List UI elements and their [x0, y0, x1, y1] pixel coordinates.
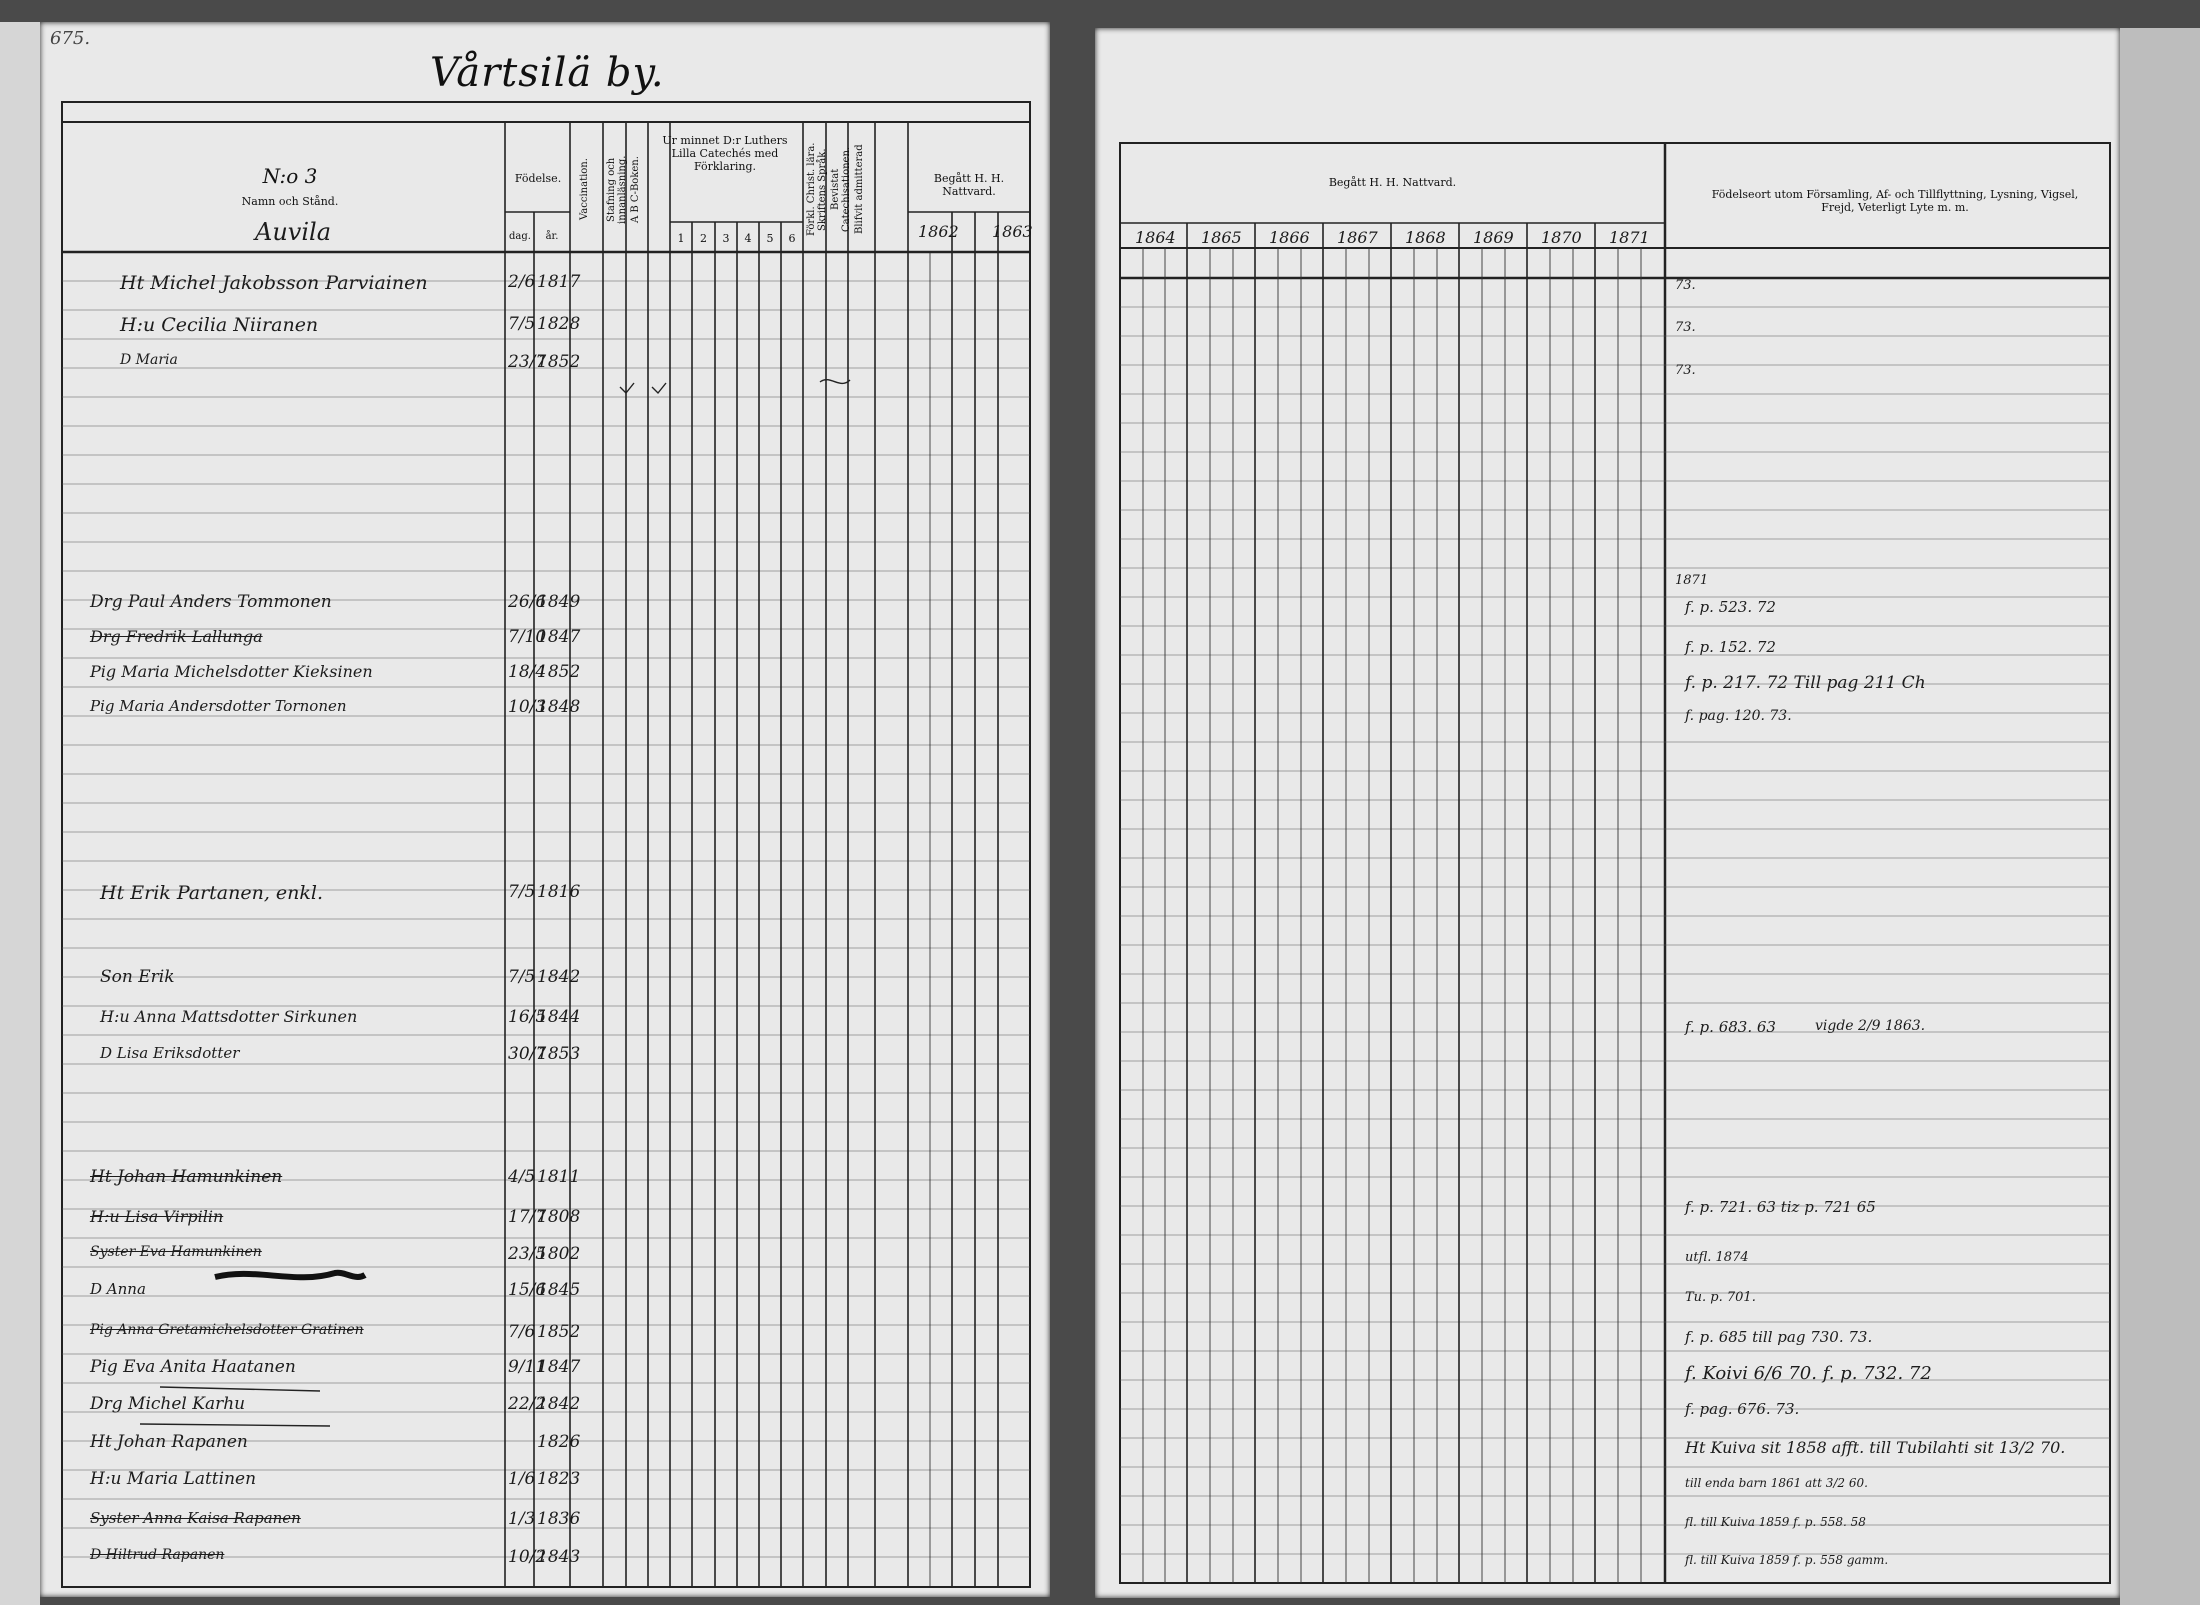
entry-birth-day: 4/5 [508, 1167, 536, 1187]
entry-name: Ht Erik Partanen, enkl. [100, 882, 324, 904]
entry-birth-day: 18/4 [508, 662, 547, 682]
entry-birth-year: 1843 [537, 1547, 581, 1567]
remark-note: Tu. p. 701. [1685, 1290, 1756, 1305]
entry-birth-year: 1842 [537, 1394, 581, 1414]
entry-name: Syster Eva Hamunkinen [90, 1244, 262, 1260]
remark-note: f. p. 523. 72 [1685, 598, 1776, 616]
entry-birth-year: 1848 [537, 697, 581, 717]
entry-birth-day: 7/6 [508, 1322, 536, 1342]
right-page [1095, 28, 2120, 1598]
remark-note: 73. [1675, 363, 1696, 378]
remark-note: utfl. 1874 [1685, 1250, 1749, 1265]
entry-birth-day: 17/7 [508, 1207, 547, 1227]
entry-name: D Hiltrud Rapanen [90, 1547, 225, 1563]
birth-day-header: dag. [509, 231, 531, 242]
entry-birth-day: 30/7 [508, 1044, 547, 1064]
year-1870: 1870 [1541, 228, 1582, 247]
entry-name: H:u Lisa Virpilin [90, 1207, 224, 1226]
left-book-edge [0, 22, 40, 1605]
entry-name: Pig Eva Anita Haatanen [90, 1357, 296, 1377]
entry-birth-year: 1836 [537, 1509, 581, 1529]
household-name: Auvila [255, 218, 332, 246]
entry-birth-year: 1808 [537, 1207, 581, 1227]
year-1867: 1867 [1337, 228, 1378, 247]
entry-birth-year: 1849 [537, 592, 581, 612]
entry-name: D Anna [90, 1280, 146, 1298]
folio-number: 675. [50, 28, 91, 49]
entry-name: H:u Cecilia Niiranen [120, 314, 319, 336]
remark-note: 1871 [1675, 573, 1709, 588]
remark-note: f. p. 685 till pag 730. 73. [1685, 1328, 1873, 1346]
year-1865: 1865 [1201, 228, 1242, 247]
left-page [40, 22, 1050, 1597]
entry-birth-day: 1/3 [508, 1509, 536, 1529]
right-book-edge [2120, 28, 2200, 1605]
entry-birth-year: 1823 [537, 1469, 581, 1489]
remark-note: Ht Kuiva sit 1858 afft. till Tubilahti sit 13/2 70. [1685, 1438, 2066, 1457]
catechism-part-6: 6 [788, 232, 796, 245]
entry-name: D Lisa Eriksdotter [100, 1044, 240, 1062]
year-1866: 1866 [1269, 228, 1310, 247]
right-page-rules [1095, 28, 2120, 1598]
entry-birth-day: 10/3 [508, 697, 547, 717]
entry-birth-year: 1847 [537, 1357, 581, 1377]
entry-birth-year: 1845 [537, 1280, 581, 1300]
entry-name: Pig Maria Michelsdotter Kieksinen [90, 662, 373, 681]
entry-birth-year: 1802 [537, 1244, 581, 1264]
entry-birth-day: 16/5 [508, 1007, 547, 1027]
catechism-part-4: 4 [744, 232, 752, 245]
entry-name: Drg Paul Anders Tommonen [90, 592, 332, 612]
remark-note: 73. [1675, 278, 1696, 293]
remarks-header: Födelseort utom Församling, Af- och Tillflyttning, Lysning, Vigsel, Frejd, Veterligt Lyte m. m. [1711, 188, 2079, 214]
remark-note: f. Koivi 6/6 70. f. p. 732. 72 [1685, 1363, 1932, 1384]
entry-name: Ht Michel Jakobsson Parviainen [120, 272, 428, 294]
entry-birth-day: 23/7 [508, 352, 547, 372]
entry-birth-year: 1852 [537, 662, 581, 682]
entry-name: Ht Johan Rapanen [90, 1432, 248, 1452]
admitted-header: Blifvit admitterad [854, 144, 865, 235]
remark-note: 73. [1675, 320, 1696, 335]
abc-book-header: A B C-Boken. [630, 156, 641, 223]
remark-note: f. pag. 120. 73. [1685, 708, 1792, 724]
entry-name: D Maria [120, 352, 178, 368]
communion-header-right: Begått H. H. Nattvard. [1328, 176, 1457, 189]
entry-birth-year: 1852 [537, 352, 581, 372]
birth-year-header: år. [545, 231, 559, 242]
entry-birth-day: 7/5 [508, 967, 536, 987]
village-title: Vårtsilä by. [430, 50, 665, 96]
entry-birth-day: 26/6 [508, 592, 547, 612]
entry-birth-day: 15/6 [508, 1280, 547, 1300]
year-1863: 1863 [992, 222, 1033, 241]
remark-note: f. pag. 676. 73. [1685, 1400, 1800, 1418]
entry-birth-year: 1816 [537, 882, 581, 902]
entry-birth-year: 1853 [537, 1044, 581, 1064]
year-1869: 1869 [1473, 228, 1514, 247]
remark-note: f. p. 683. 63 [1685, 1018, 1776, 1036]
entry-name: Syster Anna Kaisa Rapanen [90, 1509, 301, 1527]
entry-name: Ht Johan Hamunkinen [90, 1167, 283, 1187]
scripture-header: Förkl. Christ. lära. Skriftens Språk. [806, 142, 828, 237]
entry-birth-day: 10/2 [508, 1547, 547, 1567]
entry-birth-year: 1826 [537, 1432, 581, 1452]
confirmation-header: Bevistat Catechisationen. [830, 146, 852, 233]
entry-name: Pig Maria Andersdotter Tornonen [90, 697, 347, 715]
remark-note: f. p. 721. 63 tiz p. 721 65 [1685, 1198, 1876, 1216]
year-1864: 1864 [1135, 228, 1176, 247]
entry-birth-day: 7/10 [508, 627, 547, 647]
entry-birth-year: 1847 [537, 627, 581, 647]
catechism-part-3: 3 [722, 232, 730, 245]
reading-header: Stafning och innanläsning. [606, 155, 628, 224]
catechism-part-2: 2 [700, 232, 707, 245]
remark-note: fl. till Kuiva 1859 f. p. 558 gamm. [1685, 1553, 1889, 1567]
entry-birth-day: 9/11 [508, 1357, 547, 1377]
entry-name: Drg Michel Karhu [90, 1394, 246, 1414]
remark-note: vigde 2/9 1863. [1815, 1018, 1926, 1034]
remark-note: f. p. 217. 72 Till pag 211 Ch [1685, 673, 1926, 693]
entry-birth-day: 23/5 [508, 1244, 547, 1264]
entry-name: Pig Anna Gretamichelsdotter Gratinen [90, 1322, 364, 1338]
household-number: N:o 3 [262, 164, 318, 188]
entry-name: H:u Anna Mattsdotter Sirkunen [100, 1007, 358, 1026]
entry-birth-year: 1842 [537, 967, 581, 987]
entry-birth-day: 7/5 [508, 314, 536, 334]
year-1871: 1871 [1609, 228, 1650, 247]
name-status-header: Namn och Stånd. [241, 195, 339, 208]
entry-birth-year: 1817 [537, 272, 581, 292]
entry-birth-year: 1811 [537, 1167, 581, 1187]
entry-birth-year: 1828 [537, 314, 581, 334]
catechism-part-1: 1 [677, 232, 685, 245]
entry-name: Drg Fredrik Lallunga [90, 627, 263, 646]
communion-header-left: Begått H. H. Nattvard. [933, 172, 1005, 198]
entry-name: H:u Maria Lattinen [90, 1469, 257, 1489]
entry-birth-day: 22/2 [508, 1394, 547, 1414]
remark-note: till enda barn 1861 att 3/2 60. [1685, 1476, 1868, 1490]
entry-birth-day: 1/6 [508, 1469, 536, 1489]
remark-note: fl. till Kuiva 1859 f. p. 558. 58 [1685, 1515, 1866, 1529]
birth-header: Födelse. [514, 172, 562, 185]
entry-birth-year: 1844 [537, 1007, 581, 1027]
catechism-part-5: 5 [766, 232, 774, 245]
remark-note: f. p. 152. 72 [1685, 638, 1776, 656]
catechism-header: Ur minnet D:r Luthers Lilla Catechés med Förklaring. [662, 134, 788, 173]
entry-name: Son Erik [100, 967, 175, 987]
year-1862: 1862 [918, 222, 959, 241]
entry-birth-day: 2/6 [508, 272, 536, 292]
entry-birth-day: 7/5 [508, 882, 536, 902]
year-1868: 1868 [1405, 228, 1446, 247]
vaccination-header: Vaccination. [579, 158, 590, 221]
entry-birth-year: 1852 [537, 1322, 581, 1342]
